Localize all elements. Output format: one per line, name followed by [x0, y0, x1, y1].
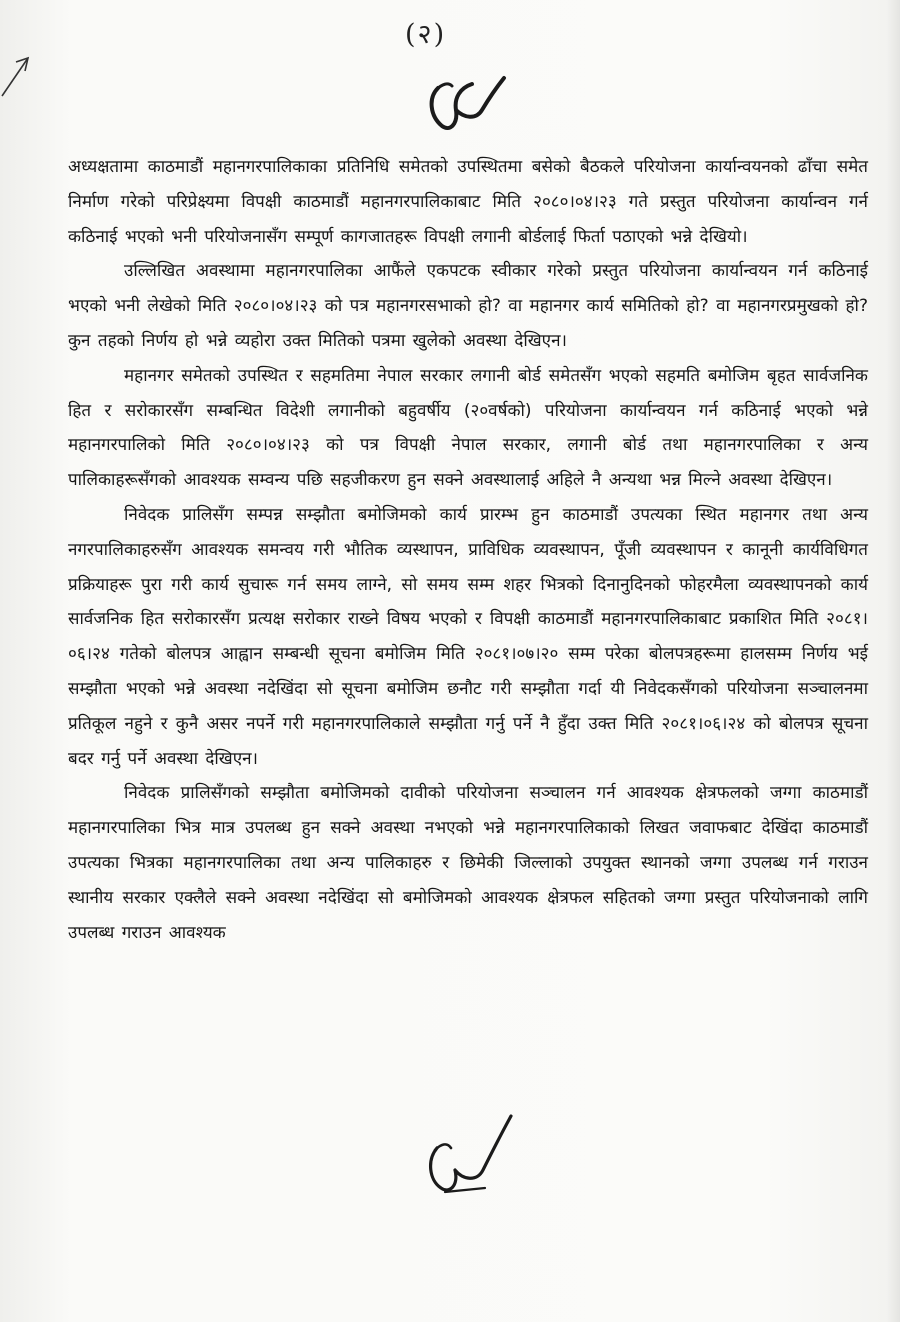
- paragraph: उल्लिखित अवस्थामा महानगरपालिका आफैंले एकपटक स्वीकार गरेको प्रस्तुत परियोजना कार्यान्वयन गर्न कठिनाई भएको भनी लेखेको मिति २०८०।०४।२३ को पत्र महानगरसभाको हो? वा महानगर कार्य समितिको हो? वा महानगरप्रमुखको हो? कुन तहको निर्णय हो भन्ने व्यहोरा उक्त मितिको पत्रमा खुलेको अवस्था देखिएन।: [68, 261, 868, 351]
- page-number: (२): [405, 19, 447, 50]
- page-edge-shadow: [886, 0, 900, 1322]
- signature-initials-top: [420, 58, 510, 138]
- paragraph: अध्यक्षतामा काठमाडौं महानगरपालिकाका प्रतिनिधि समेतको उपस्थितमा बसेको बैठकले परियोजना कार्यान्वयनको ढाँचा समेत निर्माण गरेको परिप्रेक्ष्यमा विपक्षी काठमाडौं महानगरपालिकाबाट मिति २०८०।०४।२३ गते प्रस्तुत परियोजना कार्यान्वन गर्न कठिनाई भएको भनी परियोजनासँग सम्पूर्ण कागजातहरू विपक्षी लगानी बोर्डलाई फिर्ता पठाएको भन्ने देखियो।: [68, 157, 868, 247]
- paragraph: महानगर समेतको उपस्थित र सहमतिमा नेपाल सरकार लगानी बोर्ड समेतसँग भएको सहमति बमोजिम बृहत सार्वजनिक हित र सरोकारसँग सम्बन्धित विदेशी लगानीको बहुवर्षीय (२०वर्षको) परियोजना कार्यान्वयन गर्न कठिनाई भएको भन्ने महानगरपालिको मिति २०८०।०४।२३ को पत्र विपक्षी नेपाल सरकार, लगानी बोर्ड तथा महानगरपालिका र अन्य पालिकाहरूसँगको आवश्यक सम्वन्य पछि सहजीकरण हुन सक्ने अवस्थालाई अहिले नै अन्यथा भन्न मिल्ने अवस्था देखिएन।: [68, 365, 868, 491]
- signature-initials-bottom: [415, 1108, 515, 1198]
- margin-arrow-mark: [0, 52, 40, 102]
- paragraph: निवेदक प्रालिसँग सम्पन्न सम्झौता बमोजिमको कार्य प्रारम्भ हुन काठमाडौं उपत्यका स्थित महानगर तथा अन्य नगरपालिकाहरुसँग आवश्यक समन्वय गरी भौतिक व्यस्थापन, प्राविधिक व्यवस्थापन, पूँजी व्यवस्थापन र कानूनी कार्यविधिगत प्रक्रियाहरू पुरा गरी कार्य सुचारू गर्न समय लाग्ने, सो समय सम्म शहर भित्रको दिनानुदिनको फोहरमैला व्यवस्थापनको कार्य सार्वजनिक हित सरोकारसँग प्रत्यक्ष सरोकार राख्ने विषय भएको र विपक्षी काठमाडौं महानगरपालिकाबाट प्रकाशित मिति २०८१।०६।२४ गतेको बोलपत्र आह्वान सम्बन्धी सूचना बमोजिम मिति २०८१।०७।२० सम्म परेका बोलपत्रहरूमा हालसम्म निर्णय भई सम्झौता भएको भन्ने अवस्था नदेखिंदा सो सूचना बमोजिम छनौट गरी सम्झौता गर्दा यी निवेदकसँगको परियोजना सञ्चालनमा प्रतिकूल नहुने र कुनै असर नपर्ने गरी महानगरपालिकाले सम्झौता गर्नु पर्ने नै हुँदा उक्त मिति २०८१।०६।२४ को बोलपत्र सूचना बदर गर्नु पर्ने अवस्था देखिएन।: [68, 504, 868, 769]
- paragraph: निवेदक प्रालिसँगको सम्झौता बमोजिमको दावीको परियोजना सञ्चालन गर्न आवश्यक क्षेत्रफलको जग्गा काठमाडौं महानगरपालिका भित्र मात्र उपलब्ध हुन सक्ने अवस्था नभएको भन्ने महानगरपालिकाको लिखत जवाफबाट देखिंदा काठमाडौं उपत्यका भित्रका महानगरपालिका तथा अन्य पालिकाहरु र छिमेकी जिल्लाको उपयुक्त स्थानको जग्गा उपलब्ध गर्न गराउन स्थानीय सरकार एक्लैले सक्ने अवस्था नदेखिंदा सो बमोजिमको आवश्यक क्षेत्रफल सहितको जग्गा प्रस्तुत परियोजनाको लागि उपलब्ध गराउन आवश्यक: [68, 783, 868, 943]
- document-body: [68, 150, 868, 950]
